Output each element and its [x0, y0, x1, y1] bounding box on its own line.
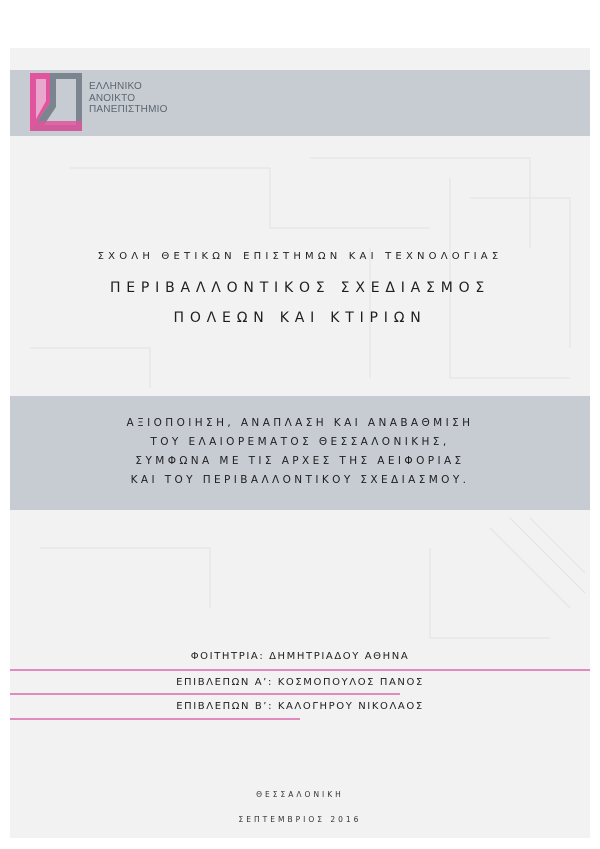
thesis-title-line-2: ΤΟΥ ΕΛΑΙΟΡΕΜΑΤΟΣ ΘΕΣΣΑΛΟΝΙΚΗΣ, [150, 436, 450, 448]
university-logo-icon [30, 73, 82, 131]
divider-line-supervisor-a [10, 693, 400, 695]
supervisor-b: ΕΠΙΒΛΕΠΩΝ Β’: ΚΑΛΟΓΗΡΟΥ ΝΙΚΟΛΑΟΣ [176, 701, 424, 712]
student-name: ΦΟΙΤΗΤΡΙΑ: ΔΗΜΗΤΡΙΑΔΟΥ ΑΘΗΝΑ [190, 651, 410, 662]
logo-line-1: ΕΛΛΗΝΙΚΟ [89, 81, 142, 92]
divider-line-student [10, 669, 590, 671]
cover-page [10, 48, 590, 838]
city: ΘΕΣΣΑΛΟΝΙΚΗ [256, 790, 344, 799]
thesis-title [10, 414, 590, 490]
supervisor-a: ΕΠΙΒΛΕΠΩΝ Α’: ΚΟΣΜΟΠΟΥΛΟΣ ΠΑΝΟΣ [176, 677, 424, 688]
thesis-title-line-3: ΣΥΜΦΩΝΑ ΜΕ ΤΙΣ ΑΡΧΕΣ ΤΗΣ ΑΕΙΦΟΡΙΑΣ [135, 455, 465, 467]
thesis-title-band [10, 396, 590, 510]
thesis-title-line-1: ΑΞΙΟΠΟΙΗΣΗ, ΑΝΑΠΛΑΣΗ ΚΑΙ ΑΝΑΒΑΘΜΙΣΗ [126, 417, 474, 429]
thesis-title-line-4: ΚΑΙ ΤΟΥ ΠΕΡΙΒΑΛΛΟΝΤΙΚΟΥ ΣΧΕΔΙΑΣΜΟΥ. [130, 474, 470, 486]
date: ΣΕΠΤΕΜΒΡΙΟΣ 2016 [238, 815, 362, 824]
school-name: ΣΧΟΛΗ ΘΕΤΙΚΩΝ ΕΠΙΣΤΗΜΩΝ ΚΑΙ ΤΕΧΝΟΛΟΓΙΑΣ [97, 251, 503, 262]
university-logo-text [89, 81, 168, 116]
program-title-line-2: ΠΟΛΕΩΝ ΚΑΙ ΚΤΙΡΙΩΝ [173, 310, 427, 326]
divider-line-supervisor-b [10, 718, 300, 720]
logo-line-2: ΑΝΟΙΚΤΟ [89, 92, 136, 104]
logo-line-3: ΠΑΝΕΠΙΣΤΗΜΙΟ [89, 104, 168, 115]
program-title-line-1: ΠΕΡΙΒΑΛΛΟΝΤΙΚΟΣ ΣΧΕΔΙΑΣΜΟΣ [109, 280, 491, 296]
